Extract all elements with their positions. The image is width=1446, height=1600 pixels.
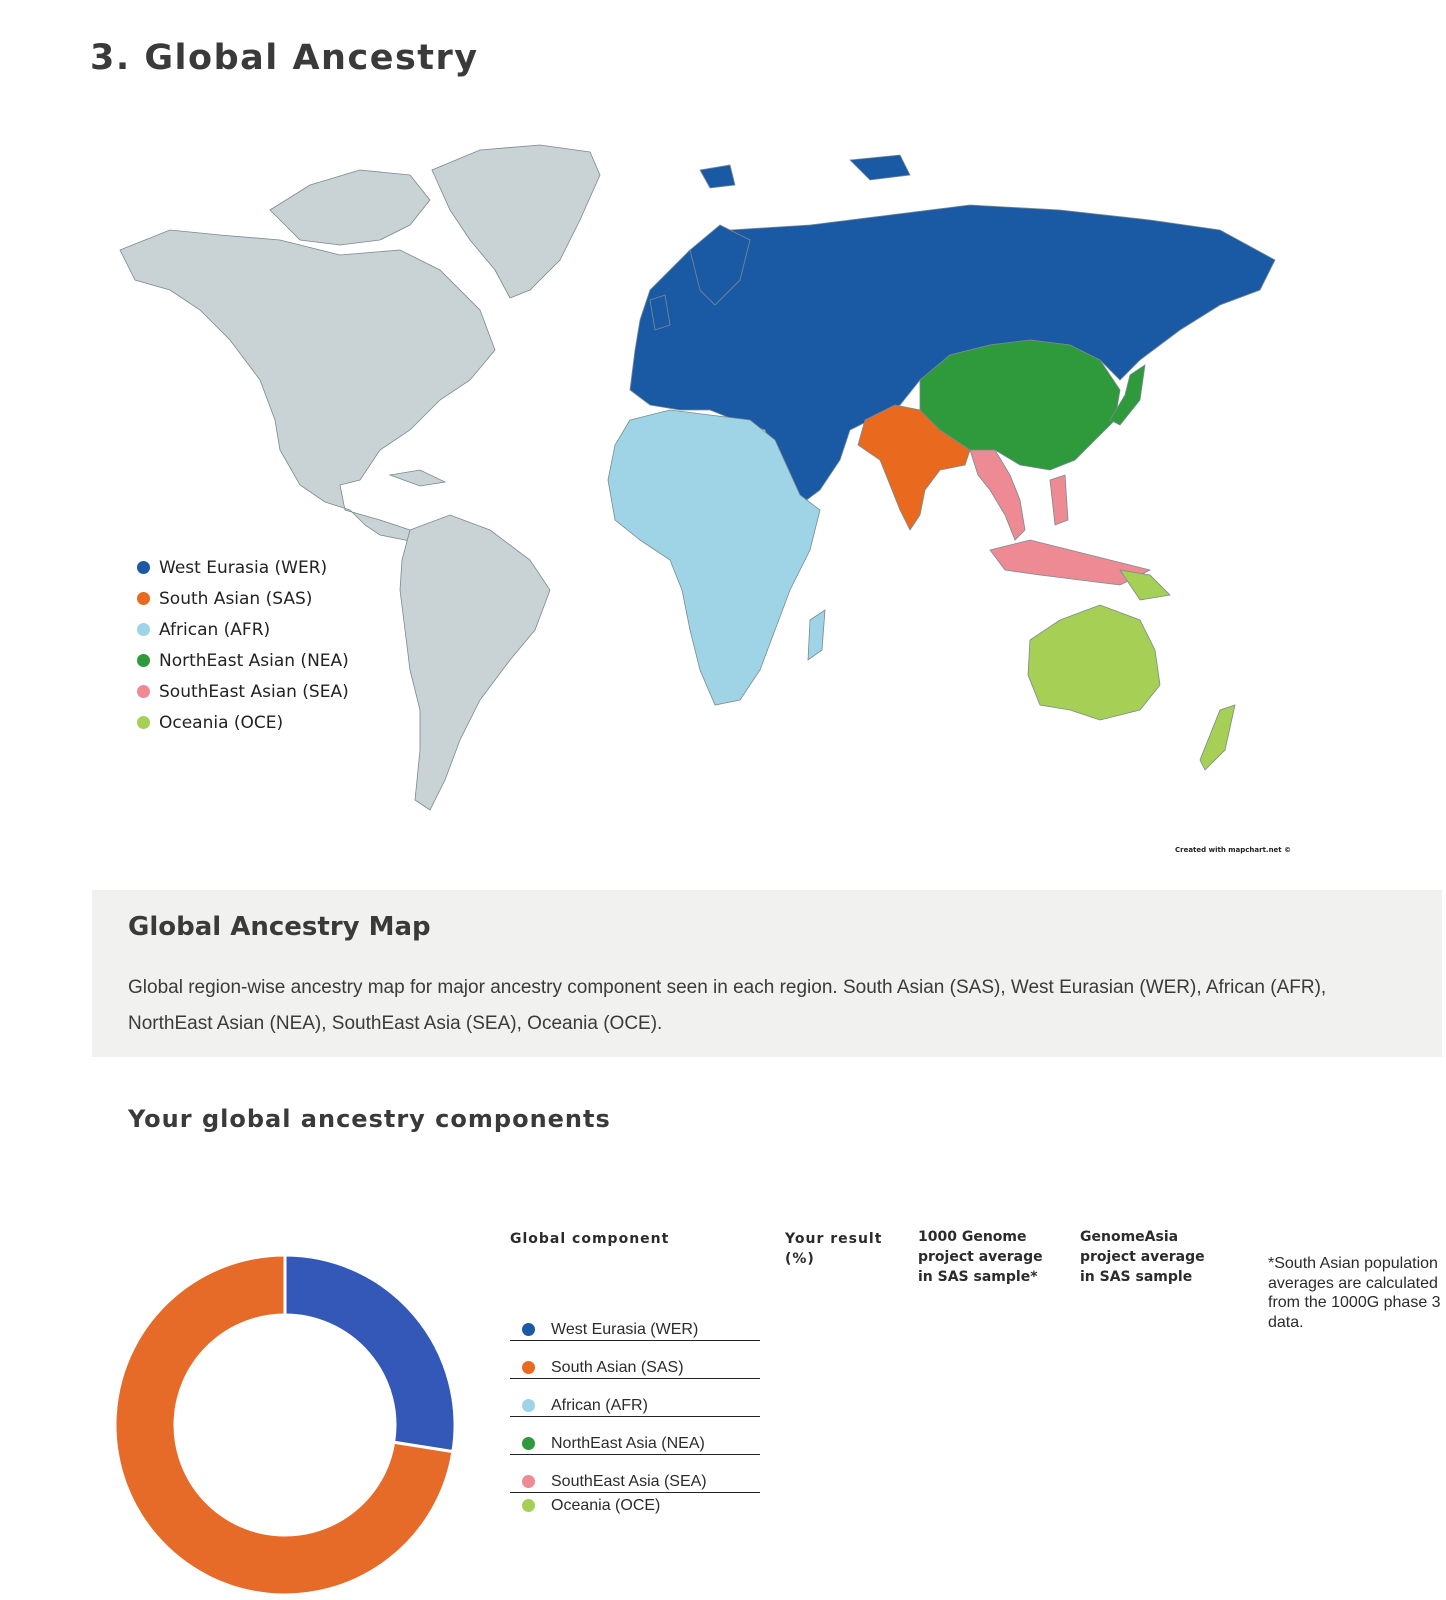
caption-title: Global Ancestry Map — [128, 912, 431, 942]
new-guinea-shape — [1120, 570, 1170, 600]
madagascar-shape — [808, 610, 825, 660]
table-row — [510, 1343, 760, 1379]
row-label: West Eurasia (WER) — [551, 1321, 699, 1338]
greenland-shape — [432, 145, 600, 298]
column-header-result: Your result (%) — [785, 1231, 883, 1267]
column-header-1000genome: 1000 Genome project average in SAS sample* — [918, 1229, 1043, 1285]
row-label: South Asian (SAS) — [551, 1359, 684, 1376]
philippines-shape — [1050, 475, 1068, 525]
legend-label: African (AFR) — [159, 619, 271, 640]
donut-svg — [112, 1255, 462, 1595]
legend-dot — [137, 623, 150, 636]
legend-dot — [137, 592, 150, 605]
new-zealand-shape — [1200, 705, 1235, 770]
australia-shape — [1028, 605, 1160, 720]
map-legend — [137, 552, 349, 738]
table-row — [510, 1480, 760, 1516]
table-row — [510, 1305, 760, 1341]
siberia-islands-shape — [850, 155, 910, 180]
legend-dot — [137, 716, 150, 729]
map-legend-item — [137, 707, 349, 738]
row-label: Oceania (OCE) — [551, 1497, 661, 1514]
row-dot — [522, 1499, 535, 1512]
donut-slice — [285, 1255, 455, 1452]
svalbard-shape — [700, 165, 735, 188]
world-map-svg — [110, 130, 1350, 870]
map-legend-item — [137, 676, 349, 707]
legend-label: SouthEast Asian (SEA) — [159, 681, 349, 702]
table-row — [510, 1381, 760, 1417]
caribbean-shape — [390, 470, 445, 486]
row-dot — [522, 1361, 535, 1374]
page-title: 3. Global Ancestry — [90, 38, 479, 78]
legend-dot — [137, 654, 150, 667]
legend-label: West Eurasia (WER) — [159, 557, 328, 578]
map-legend-item — [137, 552, 349, 583]
legend-label: Oceania (OCE) — [159, 712, 284, 733]
components-heading: Your global ancestry components — [128, 1105, 611, 1133]
column-header-component: Global component — [510, 1231, 670, 1247]
row-dot — [522, 1323, 535, 1336]
map-legend-item — [137, 614, 349, 645]
legend-dot — [137, 685, 150, 698]
ancestry-donut-chart — [112, 1255, 462, 1600]
map-legend-item — [137, 645, 349, 676]
arctic-islands-shape — [270, 170, 430, 245]
column-header-genomeasia: GenomeAsia project average in SAS sample — [1080, 1229, 1205, 1285]
legend-label: NorthEast Asian (NEA) — [159, 650, 349, 671]
legend-dot — [137, 561, 150, 574]
row-label: African (AFR) — [551, 1397, 648, 1414]
south-america-shape — [400, 515, 550, 810]
map-legend-item — [137, 583, 349, 614]
legend-label: South Asian (SAS) — [159, 588, 313, 609]
row-label: SouthEast Asia (SEA) — [551, 1473, 707, 1490]
table-row — [510, 1419, 760, 1455]
footnote: *South Asian population averages are calculated from the 1000G phase 3 data. — [1268, 1255, 1441, 1331]
north-america-shape — [120, 230, 495, 550]
map-credit: Created with mapchart.net © — [1175, 846, 1292, 854]
row-dot — [522, 1399, 535, 1412]
world-ancestry-map — [110, 130, 1350, 870]
row-dot — [522, 1437, 535, 1450]
row-label: NorthEast Asia (NEA) — [551, 1435, 705, 1452]
caption-text: Global region-wise ancestry map for major ancestry component seen in each region. South Asian (SAS), West Eurasian (WER), African (AFR), NorthEast Asian (NEA), SouthEast Asia (SEA), Oceania (OCE). — [128, 977, 1327, 1034]
